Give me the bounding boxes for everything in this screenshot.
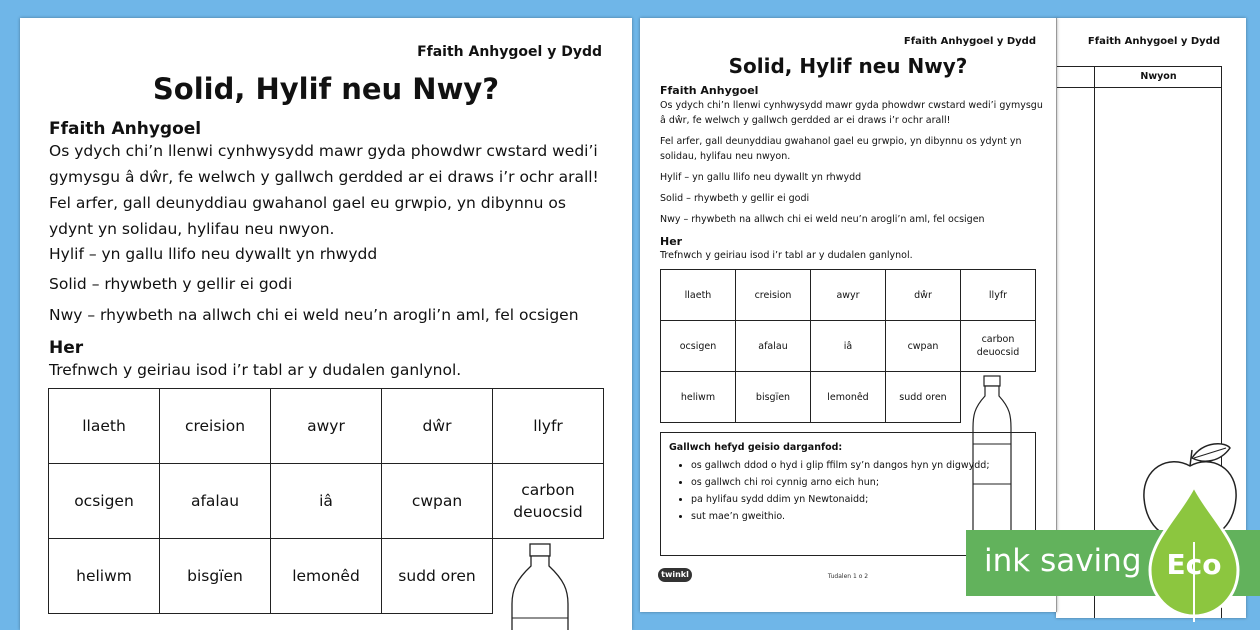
worksheet-page-1	[20, 18, 632, 630]
challenge-text: Trefnwch y geiriau isod i’r tabl ar y dudalen ganlynol.	[660, 250, 913, 261]
word-cell: lemonêd	[271, 539, 382, 614]
list-item: • os gallwch ddod o hyd i glip ffilm sy’n dangos hyn yn digwydd;	[691, 459, 1027, 473]
gases-column-header: Nwyon	[1140, 71, 1177, 82]
word-cell: dŵr	[886, 270, 961, 321]
word-cell: cwpan	[382, 464, 493, 539]
word-cell: afalau	[736, 321, 811, 372]
word-cell: heliwm	[661, 372, 736, 423]
list-item: • pa hylifau sydd ddim yn Newtonaidd;	[691, 493, 1027, 507]
word-cell: carbon deuocsid	[961, 321, 1036, 372]
list-item: • os gallwch chi roi cynnig arno eich hun;	[691, 476, 1027, 490]
word-cell: llyfr	[961, 270, 1036, 321]
word-cell: llyfr	[493, 389, 604, 464]
eco-drop-icon	[1144, 482, 1244, 624]
liquid-definition: Hylif – yn gallu llifo neu dywallt yn rhwydd	[660, 172, 862, 183]
word-cell: heliwm	[49, 539, 160, 614]
water-bottle-illustration	[508, 542, 572, 630]
gas-definition: Nwy – rhywbeth na allwch chi ei weld neu’n arogli’n aml, fel ocsigen	[660, 214, 985, 225]
page-header: Ffaith Anhygoel y Dydd	[1087, 36, 1220, 47]
word-cell: iâ	[271, 464, 382, 539]
word-cell: afalau	[160, 464, 271, 539]
word-cell: cwpan	[886, 321, 961, 372]
worksheet-page-1-thumbnail	[640, 18, 1057, 612]
eco-label: Eco	[1166, 548, 1222, 581]
challenge-heading: Her	[660, 235, 683, 248]
table-row	[661, 321, 1036, 372]
ink-saving-label: ink saving	[984, 543, 1142, 579]
word-cell: sudd oren	[886, 372, 961, 423]
word-cell: bisgïen	[736, 372, 811, 423]
fact-heading: Ffaith Anhygoel	[660, 84, 759, 97]
ink-saving-eco-badge	[966, 530, 1260, 596]
table-row	[49, 389, 604, 464]
challenge-heading: Her	[49, 338, 84, 358]
page-number: Tudalen 1 o 2	[827, 573, 869, 580]
table-row	[661, 270, 1036, 321]
word-cell: llaeth	[661, 270, 736, 321]
word-cell: awyr	[811, 270, 886, 321]
word-cell: creision	[736, 270, 811, 321]
challenge-text: Trefnwch y geiriau isod i’r tabl ar y dudalen ganlynol.	[49, 361, 462, 379]
word-cell: lemonêd	[811, 372, 886, 423]
fact-text: Os ydych chi’n llenwi cynhwysydd mawr gyda phowdwr cwstard wedi’i gymysgu â dŵr, fe welwch y gallwch gerdded ar ei draws i’r ochr arall!	[660, 100, 1043, 126]
page-title: Solid, Hylif neu Nwy?	[152, 72, 500, 106]
solid-definition: Solid – rhywbeth y gellir ei godi	[49, 275, 293, 293]
list-item: • sut mae’n gweithio.	[691, 510, 1027, 524]
bonus-list	[669, 459, 1027, 524]
fact-heading: Ffaith Anhygoel	[49, 119, 202, 139]
table-row	[49, 464, 604, 539]
bonus-heading: Gallwch hefyd geisio darganfod:	[669, 442, 843, 453]
gas-definition: Nwy – rhywbeth na allwch chi ei weld neu’n arogli’n aml, fel ocsigen	[49, 306, 579, 324]
grouping-text: Fel arfer, gall deunyddiau gwahanol gael eu grwpio, yn dibynnu os ydynt yn solidau, hylifau neu nwyon.	[660, 136, 1022, 162]
word-cell: dŵr	[382, 389, 493, 464]
word-cell: iâ	[811, 321, 886, 372]
word-cell: sudd oren	[382, 539, 493, 614]
word-cell: ocsigen	[661, 321, 736, 372]
liquid-definition: Hylif – yn gallu llifo neu dywallt yn rhwydd	[49, 245, 378, 263]
page-header: Ffaith Anhygoel y Dydd	[417, 44, 602, 60]
table-header-divider	[1056, 87, 1221, 88]
page-title: Solid, Hylif neu Nwy?	[728, 54, 968, 78]
word-cell: bisgïen	[160, 539, 271, 614]
twinkl-logo: twinkl	[658, 568, 692, 582]
word-cell: creision	[160, 389, 271, 464]
word-cell: awyr	[271, 389, 382, 464]
word-cell: carbon deuocsid	[493, 464, 604, 539]
fact-text: Os ydych chi’n llenwi cynhwysydd mawr gyda phowdwr cwstard wedi’i gymysgu â dŵr, fe welwch y gallwch gerdded ar ei draws i’r ochr arall!	[49, 142, 599, 186]
word-cell: llaeth	[49, 389, 160, 464]
solid-definition: Solid – rhywbeth y gellir ei godi	[660, 193, 810, 204]
word-cell: ocsigen	[49, 464, 160, 539]
grouping-text: Fel arfer, gall deunyddiau gwahanol gael eu grwpio, yn dibynnu os ydynt yn solidau, hylifau neu nwyon.	[49, 194, 566, 238]
page-header: Ffaith Anhygoel y Dydd	[903, 36, 1036, 47]
